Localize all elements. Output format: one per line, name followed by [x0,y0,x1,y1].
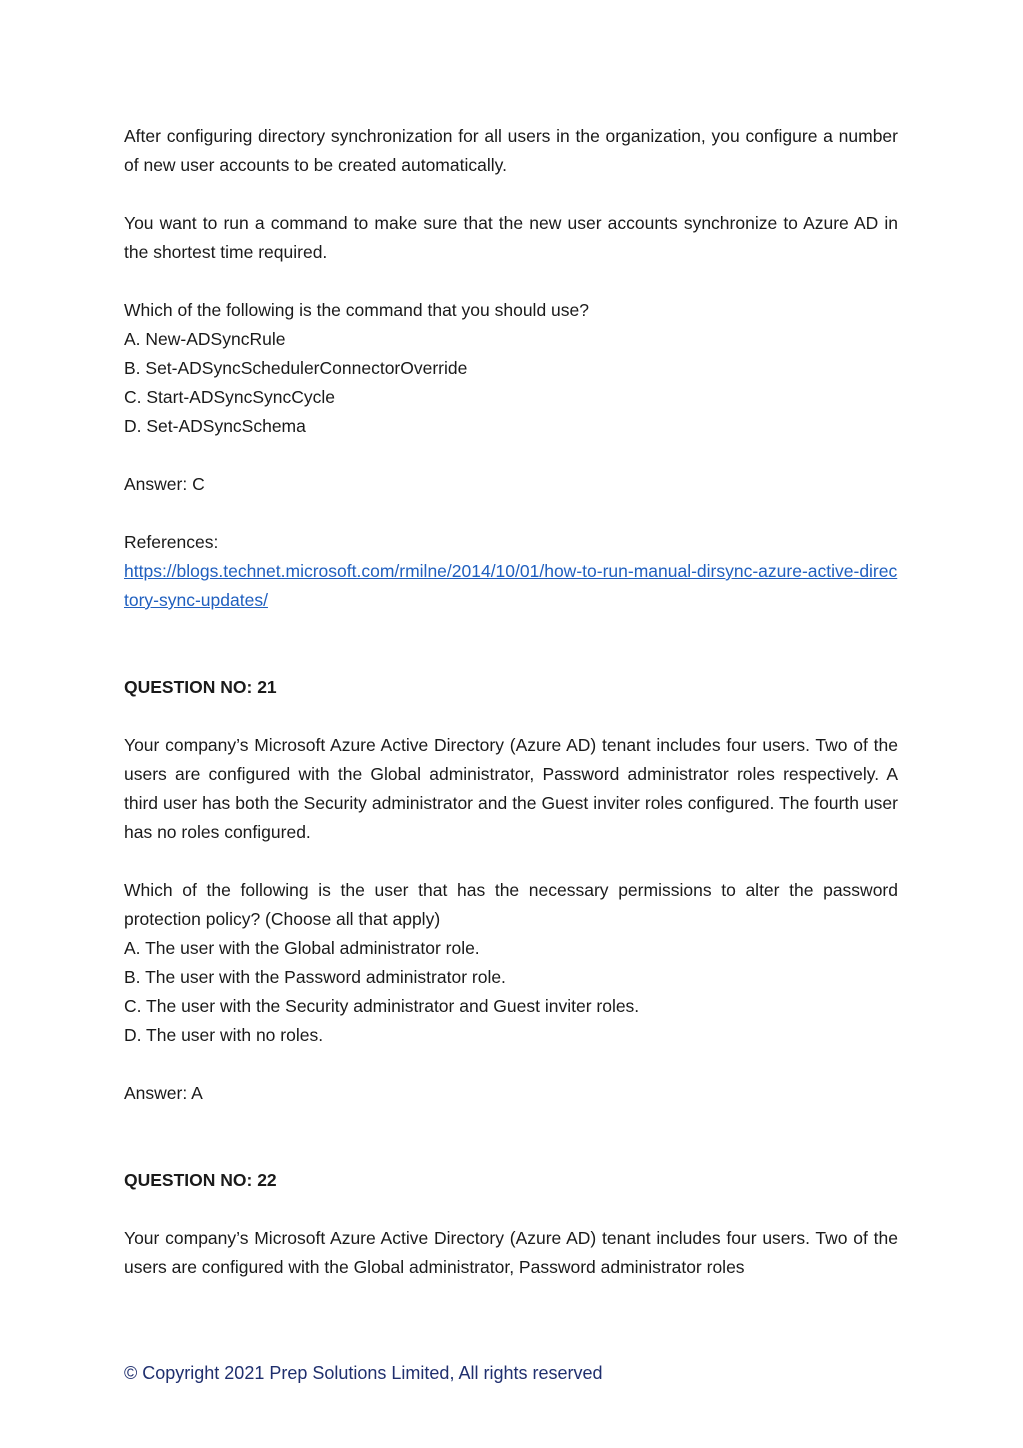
question-21-text: Which of the following is the user that has the necessary permissions to alter the password protection policy? (Choose all that apply) [124,880,898,929]
question-21-option-d: D. The user with no roles. [124,1025,324,1045]
question-21-scenario: Your company’s Microsoft Azure Active Directory (Azure AD) tenant includes four users. Two of the users are configured with the Global administrator, Password administrator roles respectively. A third user has both the Security administrator and the Guest inviter roles configured. The fourth user has no roles configured. [124,735,898,842]
references-label: References: [124,532,219,552]
question-21-option-c: C. The user with the Security administrator and Guest inviter roles. [124,996,640,1016]
question-21-heading: QUESTION NO: 21 [124,677,277,697]
question-22-heading: QUESTION NO: 22 [124,1170,277,1190]
reference-link[interactable]: https://blogs.technet.microsoft.com/rmilne/2014/10/01/how-to-run-manual-dirsync-azure-active-directory-sync-updates/ [124,561,898,610]
reference-paragraph [124,557,898,615]
option-a: A. New-ADSyncRule [124,329,286,349]
question-21-option-a: A. The user with the Global administrator role. [124,938,480,958]
question-text: Which of the following is the command that you should use? [124,300,589,320]
answer-text: Answer: C [124,474,205,494]
copyright-footer: © Copyright 2021 Prep Solutions Limited, All rights reserved [124,1363,603,1383]
intro-paragraph: After configuring directory synchronization for all users in the organization, you configure a number of new user accounts to be created automatically. [124,126,898,175]
question-21-option-b: B. The user with the Password administrator role. [124,967,506,987]
question-22-scenario: Your company’s Microsoft Azure Active Directory (Azure AD) tenant includes four users. Two of the users are configured with the Global administrator, Password administrator roles [124,1228,898,1277]
context-paragraph: You want to run a command to make sure that the new user accounts synchronize to Azure AD in the shortest time required. [124,213,898,262]
option-d: D. Set-ADSyncSchema [124,416,306,436]
option-b: B. Set-ADSyncSchedulerConnectorOverride [124,358,468,378]
document-body [124,122,898,1282]
question-21-answer: Answer: A [124,1083,203,1103]
option-c: C. Start-ADSyncSyncCycle [124,387,336,407]
